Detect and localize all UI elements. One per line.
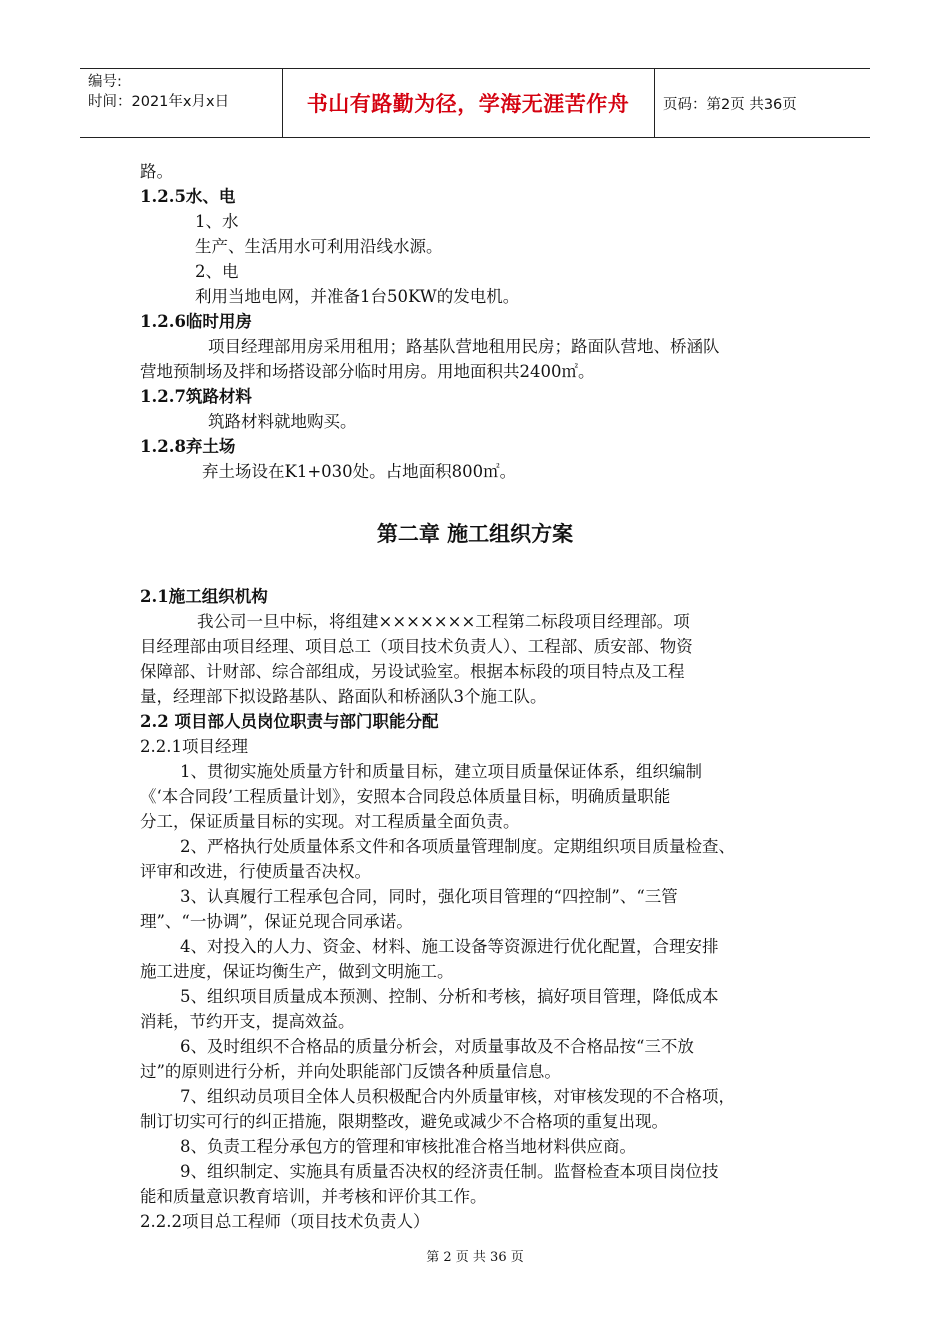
- paragraph-line: 1、水: [195, 212, 239, 231]
- paragraph-line: 2.2.1项目经理: [140, 737, 248, 756]
- paragraph-line: 路。: [140, 162, 173, 181]
- paragraph-line: 4、对投入的人力、资金、材料、施工设备等资源进行优化配置，合理安排: [180, 937, 719, 956]
- header-meta: [80, 69, 282, 137]
- paragraph-line: 过”的原则进行分析，并向处职能部门反馈各种质量信息。: [140, 1062, 561, 1081]
- chapter-title: 第二章 施工组织方案: [376, 522, 574, 546]
- header-page-info: 页码：第2页 共36页: [663, 96, 797, 113]
- paragraph-line: 营地预制场及拌和场搭设部分临时用房。用地面积共2400㎡。: [140, 362, 595, 381]
- paragraph-line: 5、组织项目质量成本预测、控制、分析和考核，搞好项目管理，降低成本: [180, 987, 719, 1006]
- header-motto: 书山有路勤为径，学海无涯苦作舟: [306, 92, 630, 116]
- section-heading: 1.2.5水、电: [140, 187, 236, 206]
- section-heading: 1.2.7筑路材料: [140, 387, 252, 406]
- doc-number-label: 编号:: [88, 74, 122, 90]
- paragraph-line: 项目经理部用房采用租用；路基队营地租用民房；路面队营地、桥涵队: [208, 337, 720, 356]
- paragraph-line: 理”、“一协调”，保证兑现合同承诺。: [140, 912, 413, 931]
- paragraph-line: 筑路材料就地购买。: [208, 412, 357, 431]
- paragraph-line: 2.2.2项目总工程师（项目技术负责人）: [140, 1212, 430, 1231]
- section-heading: 1.2.8弃土场: [140, 437, 236, 456]
- paragraph-line: 2、电: [195, 262, 239, 281]
- page-footer: 第 2 页 共 36 页: [426, 1250, 524, 1265]
- paragraph-line: 目经理部由项目经理、项目总工（项目技术负责人）、工程部、质安部、物资: [140, 637, 693, 656]
- paragraph-line: 弃土场设在K1+030处。占地面积800㎡。: [202, 462, 517, 481]
- header-divider: [654, 69, 655, 137]
- paragraph-line: 施工进度，保证均衡生产，做到文明施工。: [140, 962, 454, 981]
- paragraph-line: 《‘本合同段’工程质量计划》，安照本合同段总体质量目标，明确质量职能: [140, 787, 671, 806]
- page-header: [80, 68, 870, 138]
- paragraph-line: 利用当地电网，并准备1台50KW的发电机。: [195, 287, 520, 306]
- paragraph-line: 7、组织动员项目全体人员积极配合内外质量审核，对审核发现的不合格项，: [180, 1087, 735, 1106]
- paragraph-line: 量，经理部下拟设路基队、路面队和桥涵队3个施工队。: [140, 687, 547, 706]
- paragraph-line: 2、严格执行处质量体系文件和各项质量管理制度。定期组织项目质量检查、: [180, 837, 735, 856]
- paragraph-line: 生产、生活用水可利用沿线水源。: [195, 237, 443, 256]
- paragraph-line: 消耗，节约开支，提高效益。: [140, 1012, 355, 1031]
- paragraph-line: 1、贯彻实施处质量方针和质量目标，建立项目质量保证体系，组织编制: [180, 762, 702, 781]
- paragraph-line: 评审和改进，行使质量否决权。: [140, 862, 371, 881]
- paragraph-line: 我公司一旦中标，将组建×××××××工程第二标段项目经理部。项: [197, 612, 690, 631]
- paragraph-line: 制订切实可行的纠正措施，限期整改，避免或减少不合格项的重复出现。: [140, 1112, 668, 1131]
- paragraph-line: 保障部、计财部、综合部组成，另设试验室。根据本标段的项目特点及工程: [140, 662, 685, 681]
- section-heading: 1.2.6临时用房: [140, 312, 252, 331]
- paragraph-line: 9、组织制定、实施具有质量否决权的经济责任制。监督检查本项目岗位技: [180, 1162, 719, 1181]
- section-heading: 2.1施工组织机构: [140, 587, 268, 606]
- paragraph-line: 3、认真履行工程承包合同，同时，强化项目管理的“四控制”、“三管: [180, 887, 678, 906]
- section-heading: 2.2 项目部人员岗位职责与部门职能分配: [140, 712, 439, 731]
- paragraph-line: 6、及时组织不合格品的质量分析会，对质量事故及不合格品按“三不放: [180, 1037, 694, 1056]
- paragraph-line: 8、负责工程分承包方的管理和审核批准合格当地材料供应商。: [180, 1137, 636, 1156]
- paragraph-line: 能和质量意识教育培训，并考核和评价其工作。: [140, 1187, 487, 1206]
- doc-time-label: 时间：2021年x月x日: [88, 94, 230, 110]
- paragraph-line: 分工，保证质量目标的实现。对工程质量全面负责。: [140, 812, 520, 831]
